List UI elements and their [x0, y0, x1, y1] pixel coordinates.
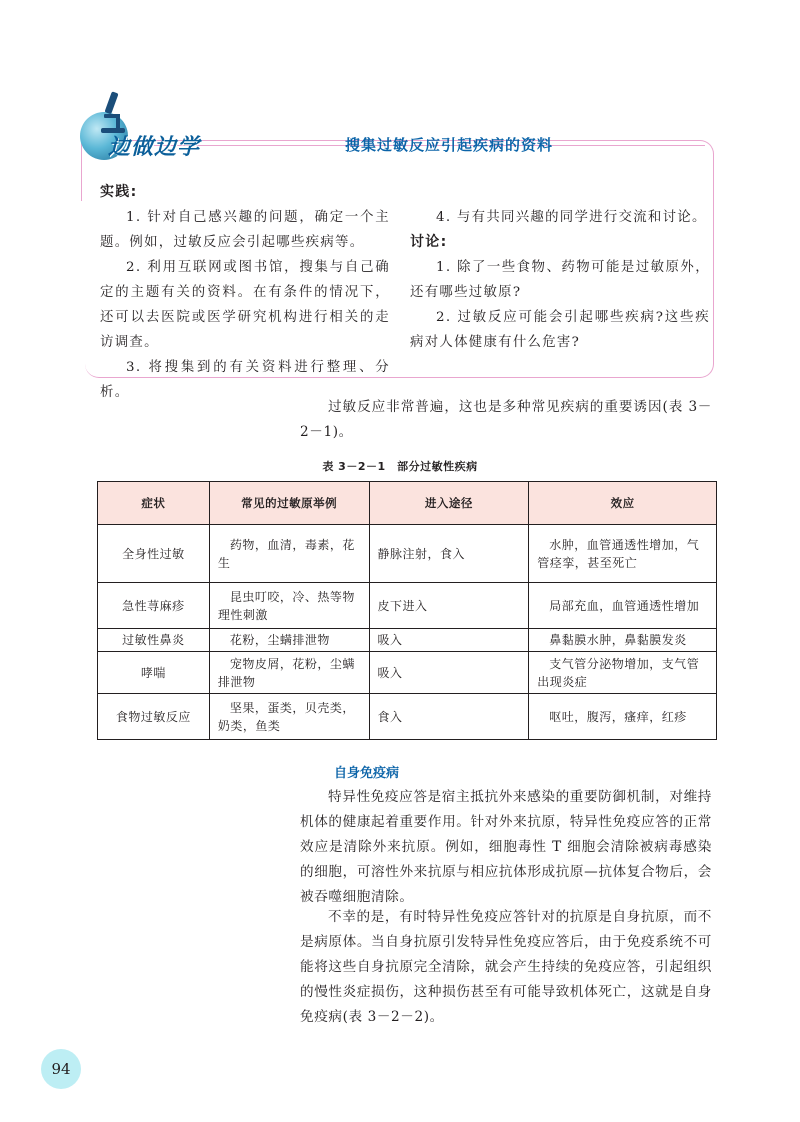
header-allergen: 常见的过敏原举例	[209, 482, 369, 525]
discussion-heading: 讨论:	[410, 234, 448, 250]
intro-paragraph: 过敏反应非常普遍，这也是多种常见疾病的重要诱因(表 3－2－1)。	[300, 399, 712, 440]
header-effect: 效应	[529, 482, 717, 525]
table-row	[98, 525, 717, 583]
cell-effect: 水肿，血管通透性增加，气管痉挛，甚至死亡	[529, 525, 717, 583]
practice-item: 1. 针对自己感兴趣的问题，确定一个主题。例如，过敏反应会引起哪些疾病等。	[100, 210, 390, 250]
cell-route: 吸入	[369, 629, 529, 652]
allergy-table	[97, 481, 717, 740]
cell-route: 食入	[369, 694, 529, 740]
cell-route: 吸入	[369, 652, 529, 694]
cell-route: 静脉注射，食入	[369, 525, 529, 583]
practice-item: 3. 将搜集到的有关资料进行整理、分析。	[100, 360, 390, 400]
table-row	[98, 583, 717, 629]
subsection-title: 自身免疫病	[334, 766, 400, 781]
activity-title: 搜集过敏反应引起疾病的资料	[345, 136, 554, 154]
cell-allergen: 宠物皮屑，花粉，尘螨排泄物	[209, 652, 369, 694]
cell-effect: 支气管分泌物增加，支气管出现炎症	[529, 652, 717, 694]
header-route: 进入途径	[369, 482, 529, 525]
logo-text: 边做边学	[108, 135, 201, 160]
cell-allergen: 药物，血清，毒素，花生	[209, 525, 369, 583]
table-caption: 表 3－2－1 部分过敏性疾病	[322, 460, 478, 473]
cell-symptom: 过敏性鼻炎	[98, 629, 210, 652]
body-paragraph: 特异性免疫应答是宿主抵抗外来感染的重要防御机制，对维持机体的健康起着重要作用。针对外来抗原，特异性免疫应答的正常效应是清除外来抗原。例如，细胞毒性 T 细胞会清除被病毒感染的细胞，可溶性外来抗原与相应抗体形成抗原—抗体复合物后，会被吞噬细胞清除。	[300, 789, 712, 905]
discussion-item: 1. 除了一些食物、药物可能是过敏原外，还有哪些过敏原?	[410, 260, 710, 300]
cell-symptom: 哮喘	[98, 652, 210, 694]
cell-effect: 呕吐，腹泻，瘙痒，红疹	[529, 694, 717, 740]
page-number: 94	[51, 1060, 71, 1078]
cell-effect: 鼻黏膜水肿，鼻黏膜发炎	[529, 629, 717, 652]
activity-right-column	[410, 205, 710, 355]
table-row	[98, 652, 717, 694]
body-paragraph: 不幸的是，有时特异性免疫应答针对的抗原是自身抗原，而不是病原体。当自身抗原引发特异性免疫应答后，由于免疫系统不可能将这些自身抗原完全清除，就会产生持续的免疫应答，引起组织的慢性炎症损伤，这种损伤甚至有可能导致机体死亡，这就是自身免疫病(表 3－2－2)。	[300, 909, 712, 1025]
practice-heading: 实践:	[100, 184, 138, 200]
cell-allergen: 花粉，尘螨排泄物	[209, 629, 369, 652]
activity-left-column	[100, 180, 390, 405]
table-row	[98, 629, 717, 652]
table-row	[98, 694, 717, 740]
practice-item: 4. 与有共同兴趣的同学进行交流和讨论。	[436, 210, 707, 225]
cell-allergen: 昆虫叮咬，冷、热等物理性刺激	[209, 583, 369, 629]
cell-allergen: 坚果，蛋类，贝壳类，奶类，鱼类	[209, 694, 369, 740]
cell-symptom: 食物过敏反应	[98, 694, 210, 740]
practice-item: 2. 利用互联网或图书馆，搜集与自己确定的主题有关的资料。在有条件的情况下，还可以去医院或医学研究机构进行相关的走访调查。	[100, 260, 390, 350]
cell-effect: 局部充血，血管通透性增加	[529, 583, 717, 629]
discussion-item: 2. 过敏反应可能会引起哪些疾病?这些疾病对人体健康有什么危害?	[410, 310, 710, 350]
cell-symptom: 全身性过敏	[98, 525, 210, 583]
table-header-row	[98, 482, 717, 525]
cell-symptom: 急性荨麻疹	[98, 583, 210, 629]
header-symptom: 症状	[98, 482, 210, 525]
cell-route: 皮下进入	[369, 583, 529, 629]
